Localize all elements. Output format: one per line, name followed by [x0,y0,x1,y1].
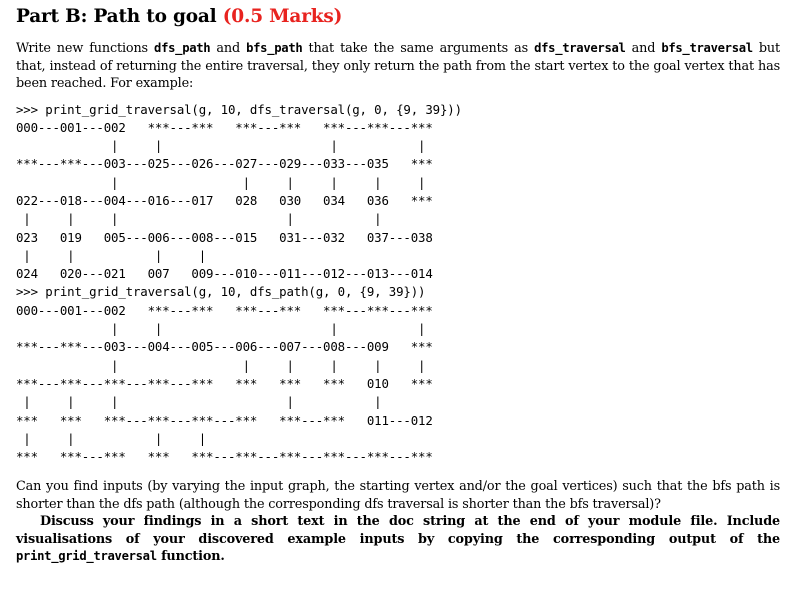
intro-text-1: Write new functions [16,41,155,56]
intro-paragraph [16,40,780,93]
code-bfs-path: bfs_path [246,41,303,55]
heading-title: Part B: Path to goal [16,6,217,27]
code-line: 024 020---021 007 009---010---011---012---013---014 [16,266,433,282]
code-line: 000---001---002 ***---*** ***---*** ***---***---*** [16,302,433,318]
code-line: ***---***---003---004---005---006---007---008---009 *** [16,339,433,355]
question-paragraph: Can you find inputs (by varying the input graph, the starting vertex and/or the goal vertices) such that the bfs path is shorter than the dfs path (although the corresponding dfs traversal is shorter than the bfs traversal)? [16,479,780,512]
intro-text-4: and [625,41,662,56]
code-dfs-traversal: dfs_traversal [534,41,626,55]
heading-marks: (0.5 Marks) [222,6,343,27]
code-line: | | | | | | [16,174,426,190]
instruction-paragraph [16,513,780,566]
code-line: | | | | [16,321,426,337]
instruction-text-1: Discuss your findings in a short text in the doc string at the end of your module file. Include visualisations of your discovered example inputs by copying the corresponding output of the [16,514,780,547]
code-dfs-path: dfs_path [154,41,211,55]
code-line: | | | | [16,138,426,154]
intro-text-3: that take the same arguments as [302,41,535,56]
code-line: 000---001---002 ***---*** ***---*** ***---***---*** [16,119,433,135]
code-line: 022---018---004---016---017 028 030 034 036 *** [16,192,433,208]
code-line: *** ***---*** *** ***---***---***---***---***---*** [16,449,433,465]
code-line: 023 019 005---006---008---015 031---032 037---038 [16,229,433,245]
code-line: *** *** ***---***---***---*** ***---*** 011---012 [16,412,433,428]
code-line: >>> print_grid_traversal(g, 10, dfs_traversal(g, 0, {9, 39})) [16,101,462,117]
intro-text-5: but that, instead of returning the entire traversal, they only return the path from the start vertex to the goal vertex that has been reached. For example: [16,41,780,91]
section-heading [16,6,780,28]
code-line: >>> print_grid_traversal(g, 10, dfs_path(g, 0, {9, 39})) [16,284,426,300]
code-line: | | | | | | [16,357,426,373]
code-example-block [16,101,780,467]
code-bfs-traversal: bfs_traversal [661,41,753,55]
intro-text-2: and [210,41,247,56]
code-line: ***---***---003---025---026---027---029---033---035 *** [16,156,433,172]
code-line: | | | | | [16,394,382,410]
code-line: | | | | [16,247,207,263]
code-line: ***---***---***---***---*** *** *** *** 010 *** [16,375,433,391]
code-print-grid-traversal: print_grid_traversal [16,549,157,564]
code-line: | | | | [16,430,207,446]
instruction-text-2: function. [156,549,225,565]
code-line: | | | | | [16,211,382,227]
